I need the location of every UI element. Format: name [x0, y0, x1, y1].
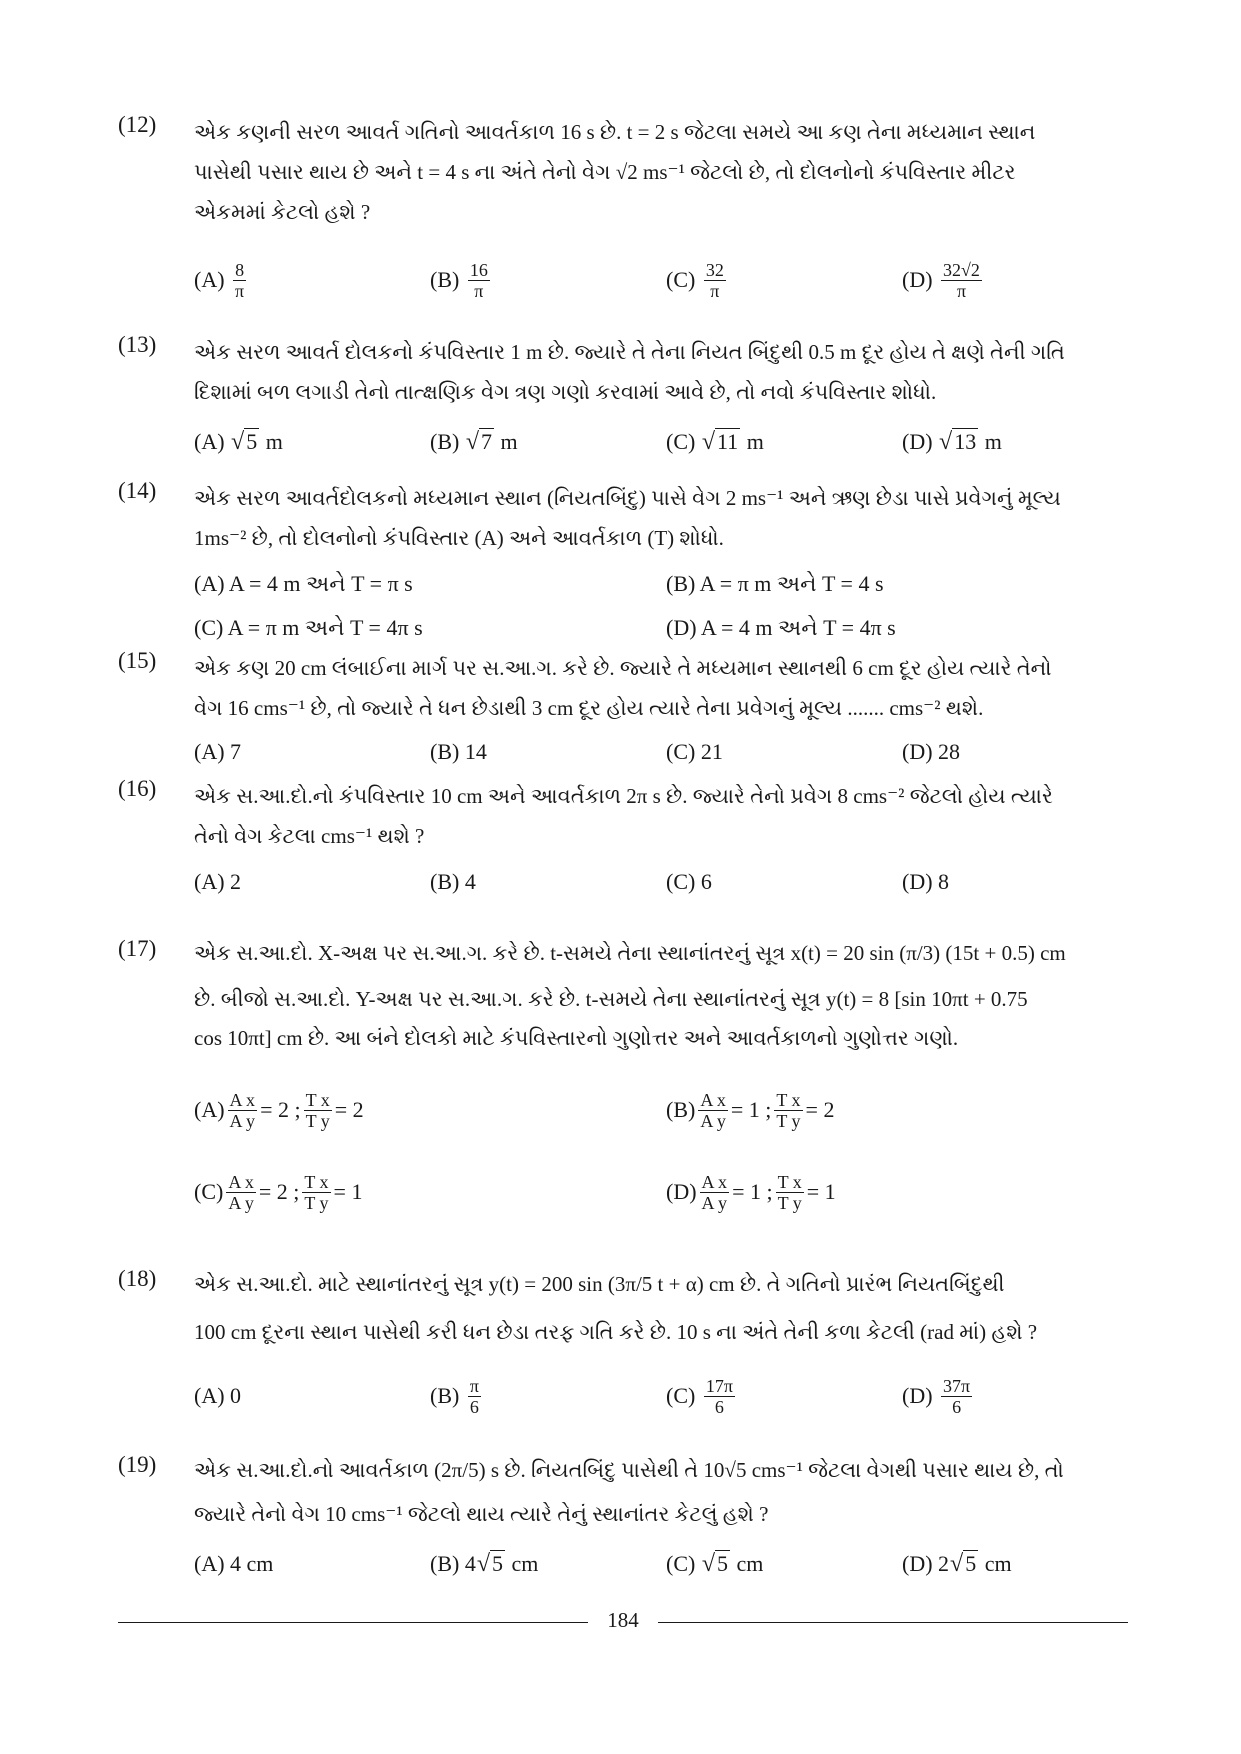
- options-row: [194, 420, 1128, 464]
- question-text: [194, 930, 1128, 1054]
- fraction: $\frac{16}{\pi}$: [469, 259, 488, 301]
- question-line: એક સ.આ.દો. X-અક્ષ પર સ.આ.ગ. કરે છે. t-સમયે તેના સ્થાનાંતરનું સૂત્ર x(t) = 20 sin (π/3) (15t + 0.5) cm: [194, 941, 1066, 965]
- options-row: [194, 606, 1128, 650]
- fraction: $\frac{32}{\pi}$: [705, 259, 724, 301]
- option-b[interactable]: (B) A = π m અને T = 4 s: [666, 571, 884, 596]
- options-row: [194, 1080, 1128, 1140]
- option-d[interactable]: (D) √13 m: [902, 428, 1002, 455]
- question-number: (13): [118, 332, 157, 357]
- option-a[interactable]: (A) √5 m: [194, 428, 283, 455]
- option-d[interactable]: (D) $\frac{\text{A x}}{\text{A y}}$ = 1 ; $\frac{\text{T x}}{\text{T y}}$ = 1: [666, 1171, 836, 1213]
- options-row: [194, 1542, 1128, 1586]
- question-17: [118, 930, 1128, 1222]
- option-c[interactable]: (C) $\frac{32}{\pi}$: [666, 259, 724, 301]
- option-b[interactable]: (B) 14: [430, 739, 487, 764]
- question-line: એક સરળ આવર્ત દોલકનો કંપવિસ્તાર 1 m છે. જ્યારે તે તેના નિયત બિંદુથી 0.5 m દૂર હોય તે ક્ષણે તેની ગતિ: [194, 340, 1065, 364]
- question-13: [118, 332, 1128, 464]
- question-line: તેનો વેગ કેટલા cms⁻¹ થશે ?: [194, 824, 425, 848]
- question-number: (14): [118, 478, 157, 503]
- square-root: √7: [465, 428, 492, 455]
- option-a[interactable]: (A) 0: [194, 1383, 242, 1408]
- question-text: [194, 648, 1128, 728]
- question-line: એક સ.આ.દો.નો આવર્તકાળ (2π/5) s છે. નિયતબિંદુ પાસેથી તે 10√5 cms⁻¹ જેટલા વેગથી પસાર થાય છે, તો: [194, 1458, 1064, 1482]
- options-row: [194, 1368, 1128, 1424]
- question-18: [118, 1260, 1128, 1424]
- option-c[interactable]: (C) √5 cm: [666, 1550, 764, 1577]
- question-text: [194, 776, 1128, 856]
- option-d[interactable]: (D) 2 √5 cm: [902, 1550, 1012, 1577]
- question-line: એક સ.આ.દો.નો કંપવિસ્તાર 10 cm અને આવર્તકાળ 2π s છે. જ્યારે તેનો પ્રવેગ 8 cms⁻² જેટલો હોય ત્યારે: [194, 784, 1053, 808]
- question-number: (17): [118, 936, 157, 961]
- option-b[interactable]: (B) √7 m: [430, 428, 518, 455]
- option-b[interactable]: (B) $\frac{\text{A x}}{\text{A y}}$ = 1 ; $\frac{\text{T x}}{\text{T y}}$ = 2: [666, 1089, 835, 1131]
- question-16: [118, 776, 1128, 904]
- option-d[interactable]: (D) 8: [902, 869, 950, 894]
- options-row: [194, 258, 1128, 302]
- page-footer: [118, 1608, 1128, 1638]
- question-line: જ્યારે તેનો વેગ 10 cms⁻¹ જેટલો થાય ત્યારે તેનું સ્થાનાંતર કેટલું હશે ?: [194, 1502, 769, 1526]
- option-c[interactable]: (C) $\frac{17\pi}{6}$: [666, 1375, 733, 1417]
- question-text: [194, 112, 1128, 232]
- question-number: (18): [118, 1266, 157, 1291]
- question-text: [194, 332, 1128, 412]
- option-c[interactable]: (C) √11 m: [666, 428, 764, 455]
- question-line: એક સરળ આવર્તદોલકનો મધ્યમાન સ્થાન (નિયતબિંદુ) પાસે વેગ 2 ms⁻¹ અને ઋણ છેડા પાસે પ્રવેગનું મૂલ્ય: [194, 486, 1061, 510]
- square-root: √11: [701, 428, 739, 455]
- question-text: [194, 478, 1128, 558]
- question-19: [118, 1448, 1128, 1586]
- question-line: એકમમાં કેટલો હશે ?: [194, 200, 371, 224]
- option-b[interactable]: (B) $\frac{\pi}{6}$: [430, 1375, 479, 1417]
- question-text: [194, 1448, 1128, 1536]
- square-root: √5: [231, 428, 258, 455]
- fraction: $\frac{8}{\pi}$: [235, 259, 245, 301]
- option-d[interactable]: (D) $\frac{32√2}{\pi}$: [902, 259, 980, 301]
- option-b[interactable]: (B) $\frac{16}{\pi}$: [430, 259, 488, 301]
- footer-rule-right: [658, 1622, 1128, 1623]
- option-b[interactable]: (B) 4 √5 cm: [430, 1550, 539, 1577]
- page-number: 184: [607, 1608, 639, 1632]
- option-a[interactable]: (A) $\frac{\text{A x}}{\text{A y}}$ = 2 ; $\frac{\text{T x}}{\text{T y}}$ = 2: [194, 1089, 364, 1131]
- square-root: √13: [939, 428, 977, 455]
- option-d[interactable]: (D) A = 4 m અને T = 4π s: [666, 615, 896, 640]
- question-line: એક કણ 20 cm લંબાઈના માર્ગ પર સ.આ.ગ. કરે છે. જ્યારે તે મધ્યમાન સ્થાનથી 6 cm દૂર હોય ત્યારે તેનો: [194, 656, 1052, 680]
- question-line: 1ms⁻² છે, તો દોલનોનો કંપવિસ્તાર (A) અને આવર્તકાળ (T) શોધો.: [194, 526, 724, 550]
- question-text: [194, 1260, 1128, 1356]
- question-line: એક કણની સરળ આવર્ત ગતિનો આવર્તકાળ 16 s છે. t = 2 s જેટલા સમયે આ કણ તેના મધ્યમાન સ્થાન: [194, 120, 1036, 144]
- options-row: [194, 562, 1128, 606]
- option-d[interactable]: (D) $\frac{37\pi}{6}$: [902, 1375, 971, 1417]
- option-a[interactable]: (A) A = 4 m અને T = π s: [194, 571, 413, 596]
- option-c[interactable]: (C) 21: [666, 739, 723, 764]
- question-line: પાસેથી પસાર થાય છે અને t = 4 s ના અંતે તેનો વેગ √2 ms⁻¹ જેટલો છે, તો દોલનોનો કંપવિસ્તાર મીટર: [194, 160, 1016, 184]
- option-b[interactable]: (B) 4: [430, 869, 476, 894]
- option-d[interactable]: (D) 28: [902, 739, 961, 764]
- question-number: (12): [118, 112, 157, 137]
- question-line: એક સ.આ.દો. માટે સ્થાનાંતરનું સૂત્ર y(t) = 200 sin (3π/5 t + α) cm છે. તે ગતિનો પ્રારંભ નિયતબિંદુથી: [194, 1272, 1005, 1296]
- option-c[interactable]: (C) 6: [666, 869, 712, 894]
- question-15: [118, 648, 1128, 774]
- options-row: [194, 1162, 1128, 1222]
- question-14: [118, 478, 1128, 650]
- question-line: દિશામાં બળ લગાડી તેનો તાત્ક્ષણિક વેગ ત્રણ ગણો કરવામાં આવે છે, તો નવો કંપવિસ્તાર શોધો.: [194, 380, 937, 404]
- option-a[interactable]: (A) 2: [194, 869, 242, 894]
- question-number: (15): [118, 648, 157, 673]
- fraction: $\frac{32√2}{\pi}$: [943, 259, 980, 301]
- question-number: (19): [118, 1452, 157, 1477]
- options-row: [194, 730, 1128, 774]
- option-a[interactable]: (A) 7: [194, 739, 242, 764]
- question-line: 100 cm દૂરના સ્થાન પાસેથી કરી ધન છેડા તરફ ગતિ કરે છે. 10 s ના અંતે તેની કળા કેટલી (rad માં) હશે ?: [194, 1320, 1038, 1344]
- option-a[interactable]: (A) $\frac{8}{\pi}$: [194, 259, 245, 301]
- option-c[interactable]: (C) $\frac{\text{A x}}{\text{A y}}$ = 2 ; $\frac{\text{T x}}{\text{T y}}$ = 1: [194, 1171, 363, 1213]
- question-line: છે. બીજો સ.આ.દો. Y-અક્ષ પર સ.આ.ગ. કરે છે. t-સમયે તેના સ્થાનાંતરનું સૂત્ર y(t) = 8 [sin 10πt + 0.75: [194, 987, 1028, 1011]
- footer-rule-left: [118, 1622, 588, 1623]
- question-number: (16): [118, 776, 157, 801]
- options-row: [194, 860, 1128, 904]
- question-line: વેગ 16 cms⁻¹ છે, તો જ્યારે તે ધન છેડાથી 3 cm દૂર હોય ત્યારે તેના પ્રવેગનું મૂલ્ય ....... cms⁻² થશે.: [194, 696, 984, 720]
- question-line: cos 10πt] cm છે. આ બંને દોલકો માટે કંપવિસ્તારનો ગુણોત્તર અને આવર્તકાળનો ગુણોત્તર ગણો.: [194, 1026, 959, 1050]
- option-a[interactable]: (A) 4 cm: [194, 1551, 274, 1576]
- option-c[interactable]: (C) A = π m અને T = 4π s: [194, 615, 423, 640]
- question-12: [118, 112, 1128, 302]
